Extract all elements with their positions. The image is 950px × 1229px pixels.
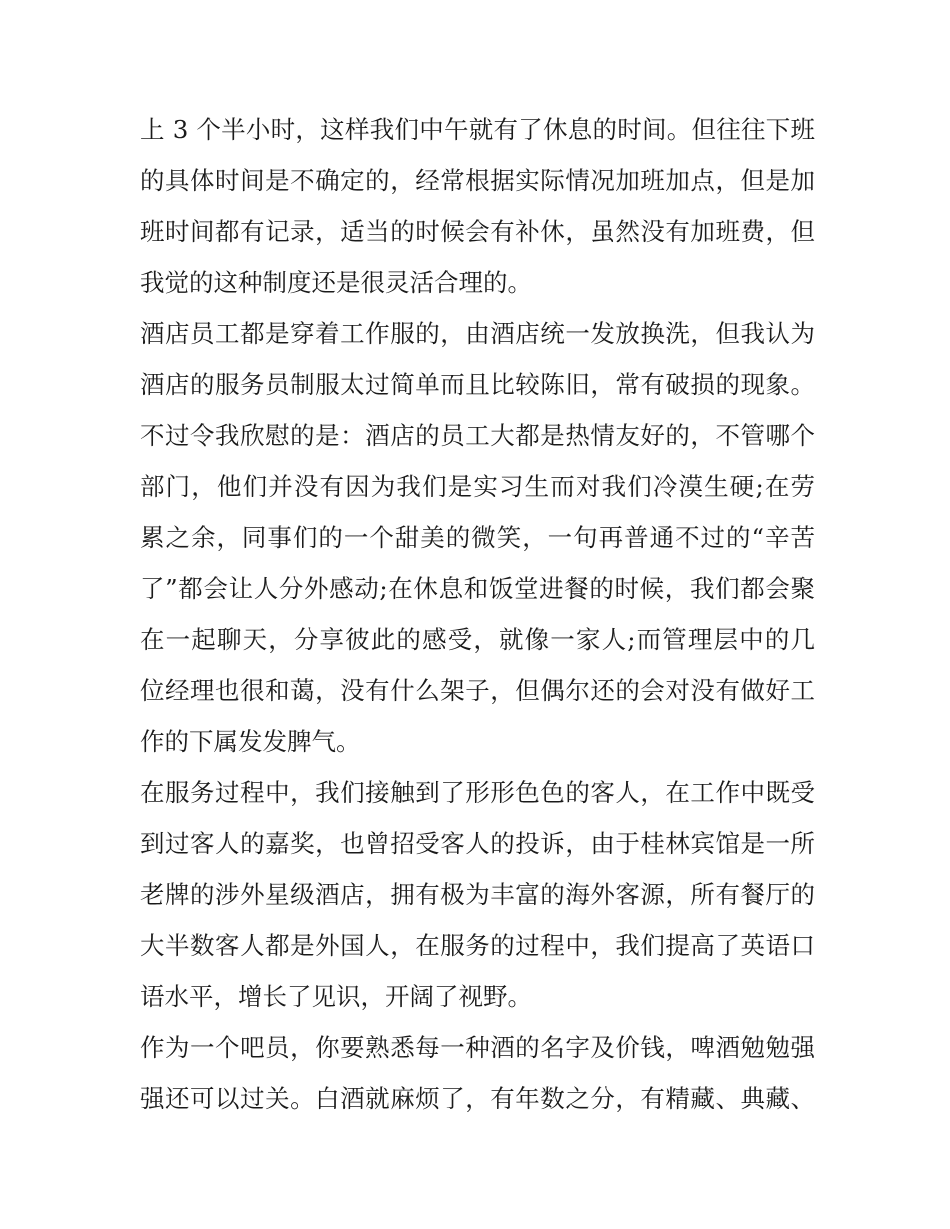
text-line: 作的下属发发脾气。 [140,727,361,756]
text-line: 老牌的涉外星级酒店，拥有极为丰富的海外客源，所有餐厅的 [140,880,815,909]
text-line: 大半数客人都是外国人，在服务的过程中，我们提高了英语口 [140,931,815,960]
text-line: 的具体时间是不确定的，经常根据实际情况加班加点，但是加 [140,166,815,195]
text-line: 不过令我欣慰的是：酒店的员工大都是热情友好的，不管哪个 [140,421,815,450]
text-line: 部门，他们并没有因为我们是实习生而对我们冷漠生硬;在劳 [140,472,815,501]
text-line: 位经理也很和蔼，没有什么架子，但偶尔还的会对没有做好工 [140,676,815,705]
text-line: 在服务过程中，我们接触到了形形色色的客人，在工作中既受 [140,778,815,807]
text-line: 上 3 个半小时，这样我们中午就有了休息的时间。但往往下班 [140,115,815,144]
document-body [140,108,815,1128]
text-line: 酒店的服务员制服太过简单而且比较陈旧，常有破损的现象。 [140,370,815,399]
text-line: 酒店员工都是穿着工作服的，由酒店统一发放换洗，但我认为 [140,319,815,348]
text-line: 我觉的这种制度还是很灵活合理的。 [140,268,532,297]
text-line: 班时间都有记录，适当的时候会有补休，虽然没有加班费，但 [140,217,815,246]
text-line: 在一起聊天，分享彼此的感受，就像一家人;而管理层中的几 [140,625,815,654]
text-line: 到过客人的嘉奖，也曾招受客人的投诉，由于桂林宾馆是一所 [140,829,815,858]
text-line: 作为一个吧员，你要熟悉每一种酒的名字及价钱，啤酒勉勉强 [140,1033,815,1062]
text-line: 语水平，增长了见识，开阔了视野。 [140,982,532,1011]
text-line: 累之余，同事们的一个甜美的微笑，一句再普通不过的“辛苦 [140,523,815,552]
text-line: 了”都会让人分外感动;在休息和饭堂进餐的时候，我们都会聚 [140,574,815,603]
text-line: 强还可以过关。白酒就麻烦了，有年数之分，有精藏、典藏、 [140,1084,815,1113]
